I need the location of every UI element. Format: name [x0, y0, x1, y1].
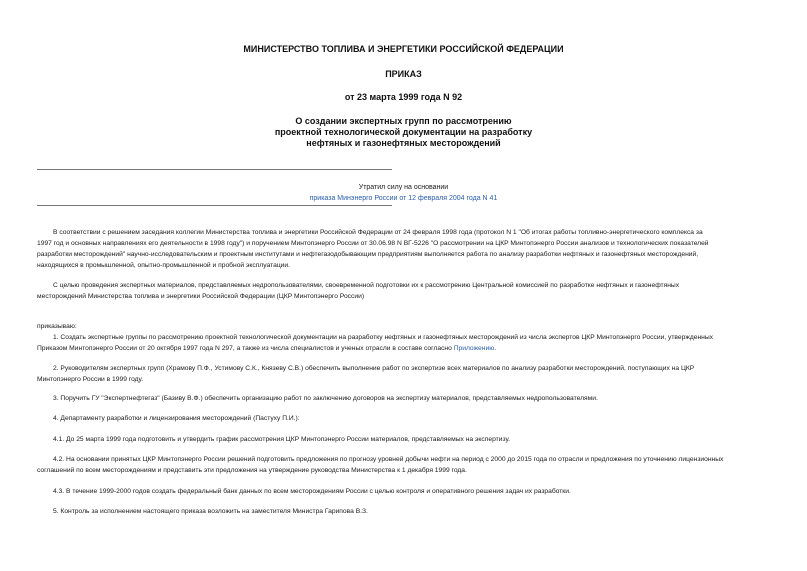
text-line: 4.3. В течение 1999-2000 годов создать федеральный банк данных по всем месторождениям России с целью контроля и оперативного решения задач их разработки.	[53, 488, 571, 495]
text-line: 2. Руководителям экспертных групп (Храмову П.Ф., Устимову С.К., Князеву С.В.) обеспечить выполнение работ по экспертизе всех материалов по анализу разработки месторождений, поступающих на ЦКР	[53, 365, 695, 372]
order-item-5	[37, 506, 770, 517]
preamble-paragraph-2	[37, 280, 770, 302]
title-line: О создании экспертных групп по рассмотрению	[295, 116, 512, 126]
order-item-4-2	[37, 454, 770, 476]
text-line: находящихся в промышленной, опытно-промышленной и пробной эксплуатации.	[37, 262, 291, 269]
text-line: Минтопэнерго России в 1999 году.	[37, 376, 144, 383]
order-word-text: приказываю:	[37, 323, 77, 330]
title-line: нефтяных и газонефтяных месторождений	[306, 138, 501, 148]
order-item-1	[37, 332, 770, 354]
order-word	[37, 321, 770, 332]
revocation-note	[0, 182, 807, 204]
text-line: 4. Департаменту разработки и лицензирования месторождений (Пастуху П.И.):	[53, 415, 300, 422]
text-line: 1997 год и основных направлениях его деятельности в 1998 году") и поручением Минтопэнерго России от 30.06.98 N ВГ-5226 "О рассмотрении на ЦКР Минтопэнерго России анализов и технологических показателей	[37, 240, 709, 247]
text-line	[37, 343, 770, 354]
document-date-number: от 23 марта 1999 года N 92	[344, 92, 463, 102]
text-line: соглашений по всем месторождениям и представить эти предложения на утверждение руководства Министерства к 1 декабря 1999 года.	[37, 467, 467, 474]
text-line: 4.2. На основании принятых ЦКР Минтопэнерго России решений подготовить предложения по прогнозу уровней добычи нефти на период с 2000 до 2015 года по отрасли и предложения по уточнению лицензионных	[53, 456, 724, 463]
preamble-paragraph-1	[37, 227, 770, 271]
text-line: 1. Создать экспертные группы по рассмотрению проектной технологической документации на разработку нефтяных и газонефтяных месторождений из числа экспертов ЦКР Минтопэнерго России, утвержденных	[53, 334, 713, 341]
order-item-4-3	[37, 486, 770, 497]
ministry-heading: МИНИСТЕРСТВО ТОПЛИВА И ЭНЕРГЕТИКИ РОССИЙСКОЙ ФЕДЕРАЦИИ	[243, 44, 564, 54]
text-line: месторождений Министерства топлива и энергетики Российской Федерации (ЦКР Минтопэнерго России)	[37, 293, 365, 300]
appendix-link[interactable]: Приложению	[453, 345, 495, 352]
document-title	[0, 116, 807, 149]
revocation-text: Утратил силу на основании	[358, 184, 449, 191]
text-line: 3. Поручить ГУ "Экспертнефтегаз" (Базиву В.Ф.) обеспечить организацию работ по заключению договоров на экспертизу материалов, представляемых недропользователями.	[53, 395, 598, 402]
text-line: разработки месторождений" научно-исследовательским и проектным институтами и нефтегазодобывающим предприятиям выполняется работа по анализу разработки нефтяных и газонефтяных месторождений,	[37, 251, 699, 258]
text-fragment: .	[494, 345, 497, 352]
order-item-3	[37, 393, 770, 404]
text-line: 5. Контроль за исполнением настоящего приказа возложить на заместителя Министра Гарипова В.З.	[53, 508, 368, 515]
text-fragment: Приказом Минтопэнерго России от 20 октября 1997 года N 297, а также из числа специалистов и ученых отрасли в составе согласно	[37, 345, 454, 352]
revocation-link[interactable]: приказа Минэнерго России от 12 февраля 2004 года N 41	[309, 195, 498, 202]
text-line: С целью проведения экспертных материалов, представляемых недропользователями, своевременной подготовки их к рассмотрению Центральной комиссией по разработке нефтяных и газонефтяных	[53, 282, 680, 289]
order-item-4	[37, 413, 770, 424]
document-type: ПРИКАЗ	[385, 69, 422, 79]
divider-top	[37, 169, 392, 170]
order-item-2	[37, 363, 770, 385]
title-line: проектной технологической документации на разработку	[274, 127, 533, 137]
divider-bottom	[37, 205, 392, 206]
text-line: 4.1. До 25 марта 1999 года подготовить и утвердить график рассмотрения ЦКР Минтопэнерго России материалов, представляемых на экспертизу.	[53, 436, 510, 443]
order-item-4-1	[37, 434, 770, 445]
text-line: В соответствии с решением заседания коллегии Министерства топлива и энергетики Российской Федерации от 24 февраля 1998 года (протокол N 1 "Об итогах работы топливно-энергетического комплекса за	[53, 229, 703, 236]
